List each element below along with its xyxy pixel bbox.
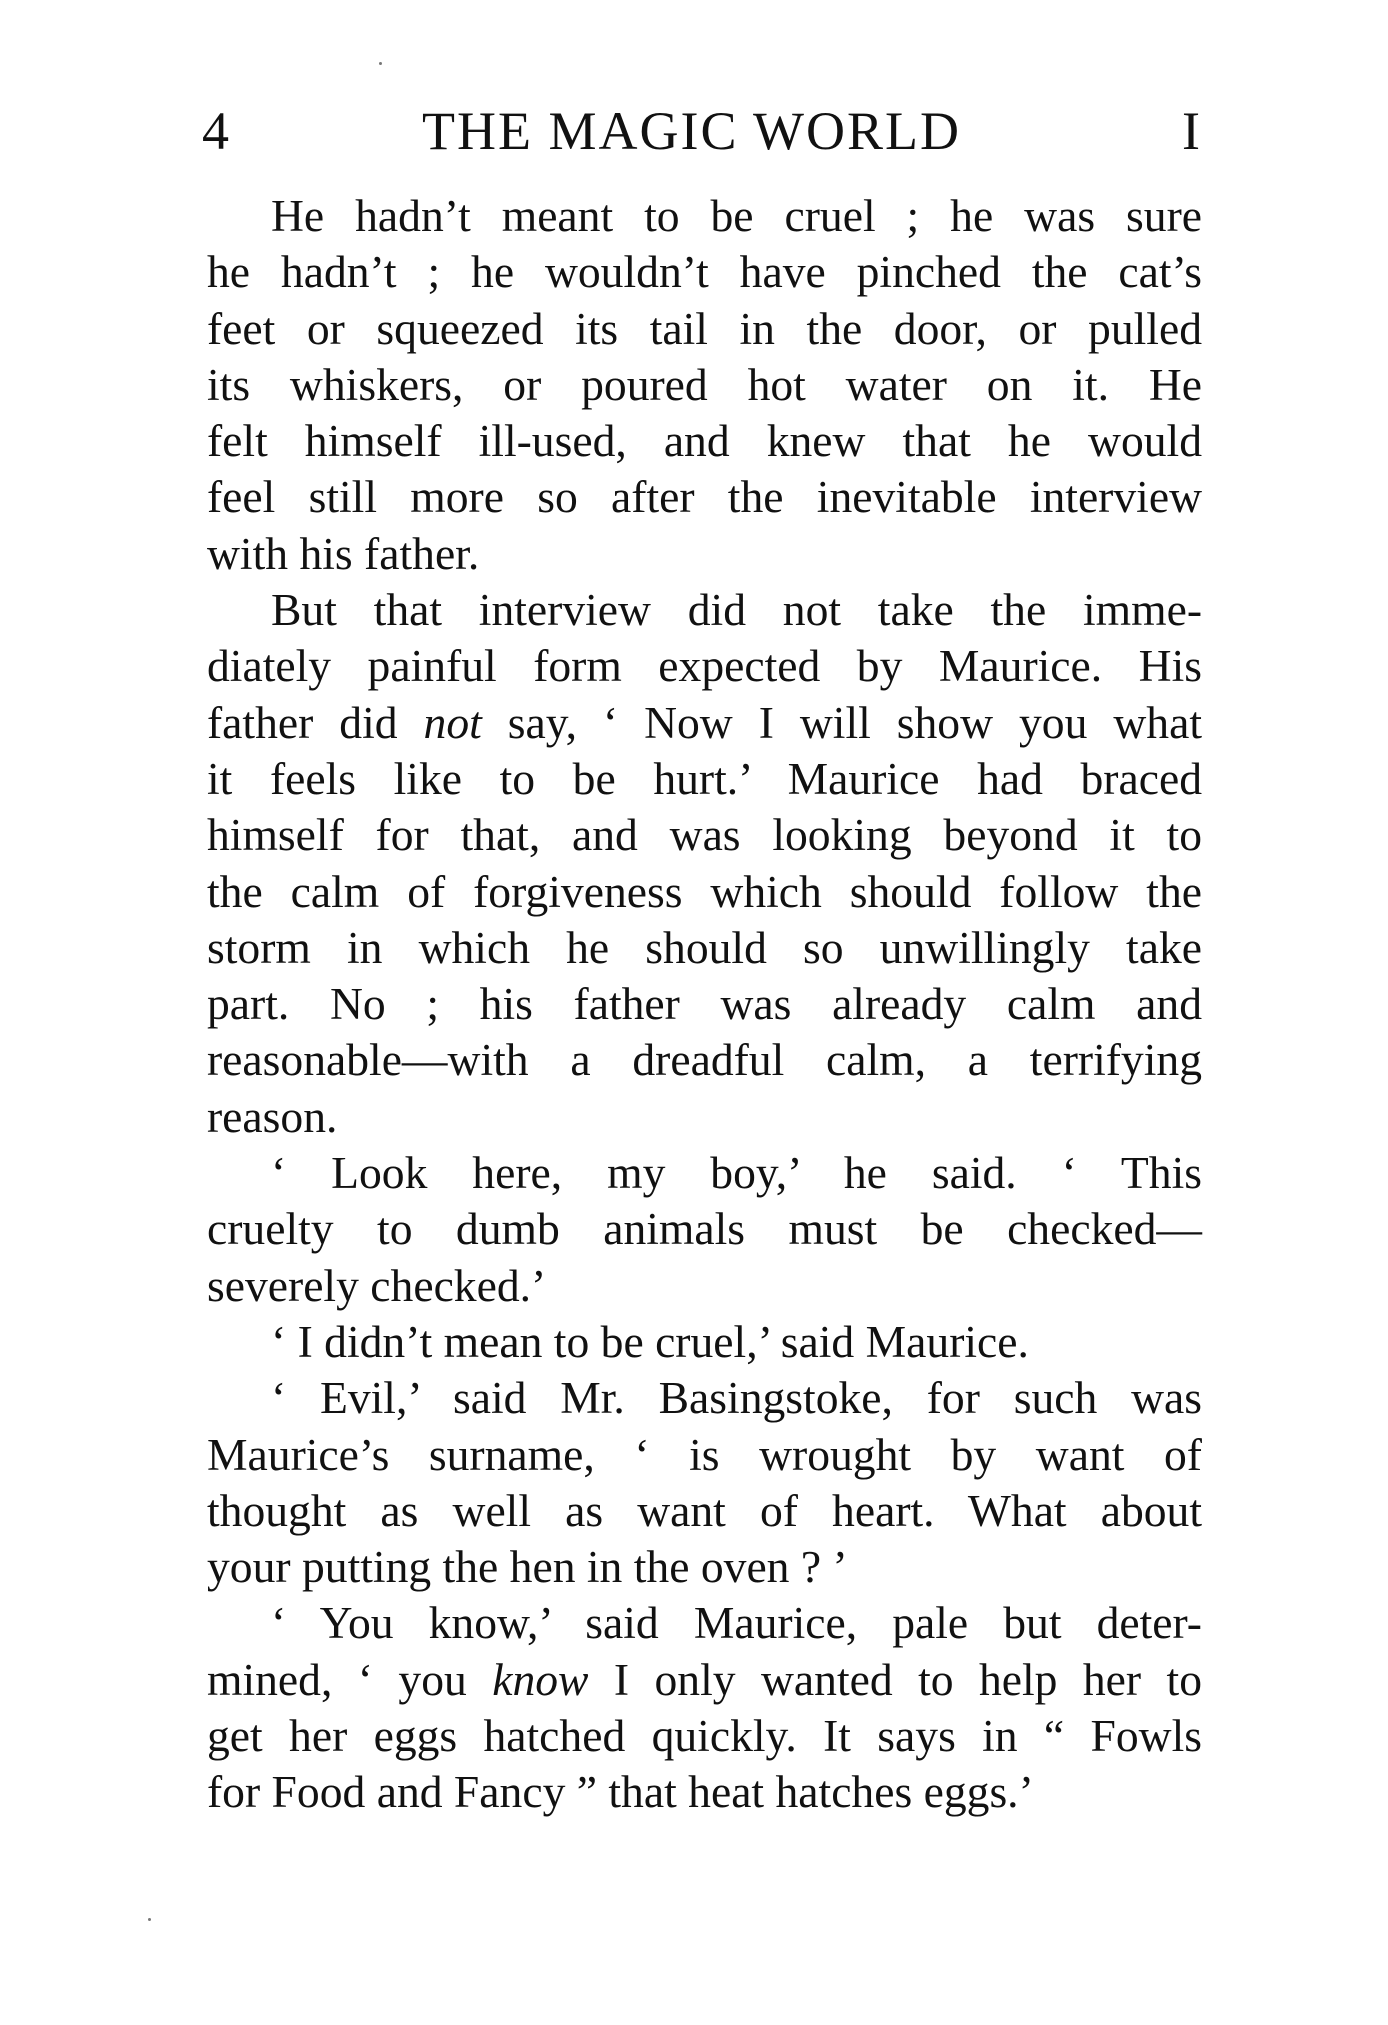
text-segment: its whiskers, or poured hot water on it. He: [207, 358, 1202, 410]
text-segment: severely checked.’: [207, 1259, 547, 1311]
page-number: 4: [202, 101, 231, 161]
text-segment: But that interview did not take the imme-: [271, 584, 1202, 636]
text-segment: with his father.: [207, 527, 480, 579]
text-line: [207, 864, 1202, 920]
text-line: [207, 1314, 1202, 1370]
text-line: [207, 1595, 1202, 1651]
text-segment: mined, ‘ you: [207, 1653, 493, 1705]
text-segment: ‘ Look here, my boy,’ he said. ‘ This: [271, 1147, 1202, 1199]
text-line: [207, 1032, 1202, 1088]
text-line: [207, 1483, 1202, 1539]
text-line: [207, 920, 1202, 976]
text-line: [207, 1145, 1202, 1201]
text-line: [207, 244, 1202, 300]
text-segment: reason.: [207, 1090, 338, 1142]
text-segment: father did: [207, 696, 424, 748]
text-segment: for Food and Fancy ” that heat hatches eggs.’: [207, 1766, 1034, 1818]
text-line: [207, 526, 1202, 582]
text-segment: storm in which he should so unwillingly take: [207, 921, 1202, 973]
italic-emphasis: not: [423, 696, 482, 748]
text-segment: ‘ You know,’ said Maurice, pale but deter-: [271, 1597, 1202, 1649]
text-segment: diately painful form expected by Maurice. His: [207, 640, 1202, 692]
text-line: [207, 1708, 1202, 1764]
text-line: [207, 976, 1202, 1032]
page-header: [202, 96, 1202, 166]
text-segment: ‘ Evil,’ said Mr. Basingstoke, for such was: [271, 1372, 1202, 1424]
text-line: [207, 1370, 1202, 1426]
text-segment: himself for that, and was looking beyond it to: [207, 809, 1202, 861]
text-segment: part. No ; his father was already calm and: [207, 978, 1202, 1030]
text-line: [207, 1427, 1202, 1483]
running-title: THE MAGIC WORLD: [422, 101, 961, 161]
text-segment: feel still more so after the inevitable interview: [207, 471, 1202, 523]
text-segment: ‘ I didn’t mean to be cruel,’ said Maurice.: [271, 1315, 1029, 1367]
text-line: [207, 188, 1202, 244]
text-segment: it feels like to be hurt.’ Maurice had braced: [207, 752, 1202, 804]
text-segment: thought as well as want of heart. What about: [207, 1484, 1202, 1536]
text-segment: he hadn’t ; he wouldn’t have pinched the cat’s: [207, 246, 1202, 298]
text-segment: the calm of forgiveness which should follow the: [207, 865, 1202, 917]
text-line: [207, 751, 1202, 807]
chapter-number: I: [1182, 101, 1202, 161]
text-line: [207, 1652, 1202, 1708]
text-segment: say, ‘ Now I will show you what: [481, 696, 1202, 748]
paper-speck: [379, 62, 382, 65]
text-segment: I only wanted to help her to: [588, 1653, 1202, 1705]
text-line: [207, 1201, 1202, 1257]
text-line: [207, 301, 1202, 357]
text-line: [207, 1089, 1202, 1145]
text-segment: reasonable—with a dreadful calm, a terrifying: [207, 1034, 1202, 1086]
text-segment: cruelty to dumb animals must be checked—: [207, 1203, 1202, 1255]
text-line: [207, 1764, 1202, 1820]
paper-speck: [148, 1918, 151, 1921]
body-text: [207, 188, 1202, 1821]
text-segment: He hadn’t meant to be cruel ; he was sure: [271, 190, 1202, 241]
text-line: [207, 413, 1202, 469]
text-line: [207, 582, 1202, 638]
text-segment: Maurice’s surname, ‘ is wrought by want of: [207, 1428, 1202, 1480]
italic-emphasis: know: [492, 1653, 589, 1705]
text-line: [207, 695, 1202, 751]
text-line: [207, 357, 1202, 413]
text-line: [207, 1258, 1202, 1314]
text-line: [207, 1539, 1202, 1595]
text-segment: felt himself ill-used, and knew that he would: [207, 415, 1202, 467]
text-segment: your putting the hen in the oven ? ’: [207, 1541, 848, 1593]
text-segment: feet or squeezed its tail in the door, or pulled: [207, 302, 1202, 354]
text-segment: get her eggs hatched quickly. It says in “ Fowls: [207, 1710, 1202, 1762]
text-line: [207, 807, 1202, 863]
text-line: [207, 469, 1202, 525]
text-line: [207, 638, 1202, 694]
